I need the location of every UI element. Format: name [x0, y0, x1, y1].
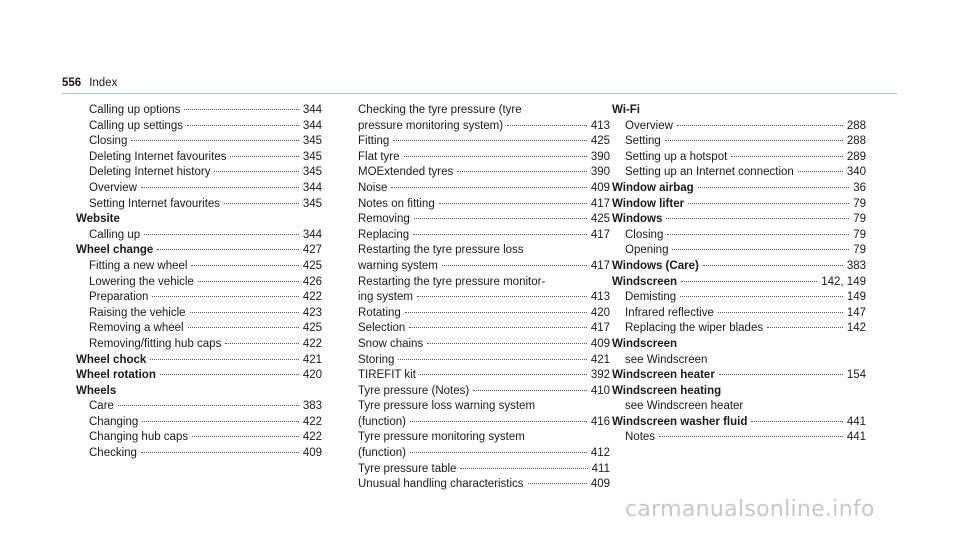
page-ref: 383 [846, 259, 866, 272]
page-ref: 416 [590, 415, 610, 428]
page-ref: 289 [846, 150, 866, 163]
page-ref: 79 [853, 228, 866, 241]
leader-dots [150, 358, 299, 360]
index-entry [612, 134, 866, 150]
entry-text: Deleting Internet favourites [89, 150, 227, 163]
entry-text: Windows [612, 213, 663, 226]
page-ref: 413 [590, 119, 610, 132]
entry-text: Windscreen washer fluid [612, 415, 748, 428]
page-header [62, 76, 117, 90]
index-entry [76, 306, 322, 322]
watermark: carmanualsonline.info [625, 497, 875, 522]
entry-text: Snow chains [358, 337, 424, 350]
page-ref: 409 [590, 337, 610, 350]
page-ref: 36 [853, 181, 866, 194]
index-heading [76, 243, 322, 259]
index-entry [358, 306, 610, 322]
entry-text: warning system [358, 259, 438, 272]
index-heading [612, 384, 866, 400]
page-ref: 421 [590, 353, 610, 366]
index-heading [612, 415, 866, 431]
index-entry [612, 399, 866, 415]
index-entry [358, 477, 610, 493]
entry-text: Replacing [358, 228, 410, 241]
leader-dots [131, 139, 298, 141]
index-heading [76, 384, 322, 400]
leader-dots [751, 420, 842, 422]
page-ref: 417 [590, 322, 610, 335]
index-entry [358, 243, 610, 259]
page-ref: 420 [590, 306, 610, 319]
page-ref: 345 [302, 197, 322, 210]
page-ref: 425 [302, 322, 322, 335]
page-ref: 392 [590, 369, 610, 382]
page-ref: 425 [302, 259, 322, 272]
page-ref: 383 [302, 400, 322, 413]
entry-text: Demisting [625, 291, 677, 304]
entry-text: Checking [89, 447, 137, 460]
index-entry [612, 353, 866, 369]
page-ref: 288 [846, 135, 866, 148]
page-ref: 422 [302, 337, 322, 350]
entry-text: Notes on fitting [358, 197, 435, 210]
index-entry [76, 415, 322, 431]
index-entry [76, 119, 322, 135]
entry-text: Closing [625, 228, 664, 241]
index-heading [76, 212, 322, 228]
leader-dots [410, 420, 587, 422]
index-entry [76, 290, 322, 306]
page-ref: 421 [302, 353, 322, 366]
index-entry [358, 462, 610, 478]
entry-text: Setting [625, 135, 661, 148]
index-heading [612, 181, 866, 197]
index-entry [358, 430, 610, 446]
index-entry [358, 119, 610, 135]
entry-text: Wheels [76, 384, 117, 397]
entry-text: Checking the tyre pressure (tyre [358, 104, 522, 116]
page-ref: 413 [590, 291, 610, 304]
entry-text: Wheel change [76, 244, 154, 257]
entry-text: Selection [358, 322, 406, 335]
entry-text: Website [76, 213, 120, 226]
leader-dots [230, 155, 298, 157]
leader-dots [427, 342, 587, 344]
entry-text: Care [89, 400, 114, 413]
entry-text: Wheel chock [76, 353, 147, 366]
index-entry [76, 321, 322, 337]
page-ref: 79 [853, 197, 866, 210]
index-entry [358, 415, 610, 431]
entry-text: Fitting [358, 135, 390, 148]
leader-dots [141, 451, 299, 453]
page-ref: 344 [302, 181, 322, 194]
page-ref: 79 [853, 213, 866, 226]
index-heading [612, 197, 866, 213]
leader-dots [118, 404, 299, 406]
index-entry [612, 306, 866, 322]
index-entry [612, 228, 866, 244]
entry-text: Rotating [358, 306, 401, 319]
index-entry [358, 368, 610, 384]
entry-text: Flat tyre [358, 150, 400, 163]
index-entry [358, 337, 610, 353]
page-ref: 417 [590, 197, 610, 210]
entry-text: Overview [89, 181, 137, 194]
leader-dots [142, 420, 299, 422]
leader-dots [677, 124, 843, 126]
page-ref: 390 [590, 166, 610, 179]
entry-text: Noise [358, 181, 388, 194]
page-ref: 422 [302, 291, 322, 304]
entry-text: Windscreen [612, 337, 678, 350]
page-ref: 409 [590, 181, 610, 194]
leader-dots [404, 155, 587, 157]
page-ref: 422 [302, 431, 322, 444]
leader-dots [417, 295, 587, 297]
page-ref: 390 [590, 150, 610, 163]
index-entry [612, 165, 866, 181]
entry-text: (function) [358, 415, 406, 428]
entry-text: Tyre pressure loss warning system [358, 400, 536, 413]
leader-dots [184, 108, 298, 110]
index-entry [76, 103, 322, 119]
leader-dots [409, 326, 587, 328]
entry-text: Calling up [89, 228, 141, 241]
index-heading [612, 212, 866, 228]
index-entry [612, 119, 866, 135]
leader-dots [420, 373, 587, 375]
leader-dots [681, 280, 817, 282]
index-column-1 [76, 103, 322, 462]
index-entry [358, 134, 610, 150]
leader-dots [391, 186, 586, 188]
leader-dots [666, 217, 849, 219]
page-ref: 427 [302, 244, 322, 257]
index-entry [76, 337, 322, 353]
leader-dots [703, 264, 843, 266]
page-ref: 441 [846, 431, 866, 444]
leader-dots [413, 233, 587, 235]
leader-dots [698, 186, 850, 188]
leader-dots [719, 373, 843, 375]
index-entry [358, 259, 610, 275]
index-entry [76, 275, 322, 291]
entry-text: Removing/fitting hub caps [89, 337, 222, 350]
entry-text: see Windscreen heater [625, 400, 744, 413]
leader-dots [393, 139, 586, 141]
leader-dots [460, 467, 587, 469]
index-entry [358, 353, 610, 369]
leader-dots [157, 248, 298, 250]
page-ref: 425 [590, 213, 610, 226]
leader-dots [798, 170, 843, 172]
entry-text: Restarting the tyre pressure loss [358, 244, 524, 257]
entry-text: Tyre pressure table [358, 462, 457, 475]
index-entry [76, 197, 322, 213]
entry-text: Notes [625, 431, 656, 444]
header-divider [62, 93, 897, 94]
entry-text: Window airbag [612, 181, 694, 194]
index-heading [76, 368, 322, 384]
index-entry [358, 165, 610, 181]
index-entry [76, 446, 322, 462]
entry-text: Windows (Care) [612, 259, 699, 272]
entry-text: (function) [358, 447, 406, 460]
entry-text: Wi-Fi [612, 104, 640, 116]
page-ref: 149 [846, 291, 866, 304]
leader-dots [688, 202, 849, 204]
page-ref: 426 [302, 275, 322, 288]
entry-text: Windscreen [612, 275, 678, 288]
index-heading [612, 259, 866, 275]
entry-text: Infrared reflective [625, 306, 714, 319]
leader-dots [405, 311, 587, 313]
leader-dots [442, 264, 587, 266]
index-entry [358, 197, 610, 213]
leader-dots [528, 482, 587, 484]
entry-text: Setting up an Internet connection [625, 166, 794, 179]
leader-dots [439, 202, 587, 204]
index-entry [358, 321, 610, 337]
leader-dots [410, 451, 587, 453]
page-ref: 344 [302, 119, 322, 132]
entry-text: Fitting a new wheel [89, 259, 188, 272]
leader-dots [767, 326, 843, 328]
index-entry [358, 399, 610, 415]
entry-text: Removing a wheel [89, 322, 184, 335]
leader-dots [473, 389, 587, 391]
entry-text: Restarting the tyre pressure monitor- [358, 275, 546, 288]
page-ref: 417 [590, 259, 610, 272]
entry-text: Replacing the wiper blades [625, 322, 764, 335]
entry-text: Opening [625, 244, 669, 257]
page-ref: 412 [590, 447, 610, 460]
leader-dots [398, 358, 586, 360]
page-ref: 344 [302, 228, 322, 241]
page-ref: 425 [590, 135, 610, 148]
index-entry [76, 181, 322, 197]
entry-text: Tyre pressure (Notes) [358, 384, 470, 397]
index-heading [612, 275, 866, 291]
page-ref: 147 [846, 306, 866, 319]
entry-text: MOExtended tyres [358, 166, 454, 179]
index-entry [612, 430, 866, 446]
page-ref: 344 [302, 104, 322, 116]
index-entry [612, 243, 866, 259]
entry-text: Removing [358, 213, 410, 226]
index-entry [358, 150, 610, 166]
entry-text: Setting up a hotspot [625, 150, 728, 163]
index-entry [358, 181, 610, 197]
index-entry [358, 275, 610, 291]
page-ref: 345 [302, 150, 322, 163]
index-entry [76, 228, 322, 244]
leader-dots [188, 326, 299, 328]
entry-text: Calling up options [89, 104, 181, 116]
leader-dots [192, 435, 299, 437]
index-entry [358, 228, 610, 244]
page-ref: 411 [591, 462, 610, 475]
leader-dots [414, 217, 587, 219]
index-entry [358, 212, 610, 228]
index-entry [612, 290, 866, 306]
leader-dots [667, 233, 849, 235]
page-ref: 142, 149 [821, 275, 866, 288]
leader-dots [198, 280, 299, 282]
entry-text: Lowering the vehicle [89, 275, 194, 288]
entry-text: Closing [89, 135, 128, 148]
entry-text: ing system [358, 291, 413, 304]
leader-dots [160, 373, 299, 375]
page-ref: 417 [590, 228, 610, 241]
page-ref: 154 [846, 369, 866, 382]
index-entry [358, 446, 610, 462]
index-entry [358, 290, 610, 306]
entry-text: Preparation [89, 291, 149, 304]
page-ref: 345 [302, 166, 322, 179]
index-entry [76, 150, 322, 166]
entry-text: Changing hub caps [89, 431, 189, 444]
page-ref: 288 [846, 119, 866, 132]
leader-dots [214, 170, 298, 172]
index-heading [612, 337, 866, 353]
entry-text: Calling up settings [89, 119, 183, 132]
page-ref: 340 [846, 166, 866, 179]
page-ref: 345 [302, 135, 322, 148]
entry-text: Setting Internet favourites [89, 197, 221, 210]
leader-dots [141, 186, 299, 188]
entry-text: see Windscreen [625, 353, 708, 366]
index-entry [76, 399, 322, 415]
index-column-2 [358, 103, 610, 493]
index-entry [76, 165, 322, 181]
leader-dots [659, 435, 843, 437]
entry-text: Unusual handling characteristics [358, 478, 524, 491]
page-ref: 441 [846, 415, 866, 428]
leader-dots [225, 342, 298, 344]
leader-dots [731, 155, 843, 157]
entry-text: Wheel rotation [76, 369, 156, 382]
entry-text: pressure monitoring system) [358, 119, 504, 132]
leader-dots [665, 139, 843, 141]
index-heading [612, 103, 866, 119]
index-entry [76, 430, 322, 446]
index-entry [76, 259, 322, 275]
page-title: Index [89, 77, 118, 89]
page-ref: 410 [590, 384, 610, 397]
page-ref: 423 [302, 306, 322, 319]
leader-dots [457, 170, 587, 172]
leader-dots [718, 311, 843, 313]
index-entry [358, 384, 610, 400]
leader-dots [187, 124, 299, 126]
leader-dots [190, 311, 299, 313]
index-entry [76, 134, 322, 150]
leader-dots [507, 124, 587, 126]
entry-text: Overview [625, 119, 673, 132]
leader-dots [191, 264, 298, 266]
page-ref: 142 [846, 322, 866, 335]
entry-text: Windscreen heater [612, 369, 715, 382]
index-entry [612, 321, 866, 337]
entry-text: Window lifter [612, 197, 685, 210]
index-heading [612, 368, 866, 384]
entry-text: Windscreen heating [612, 384, 722, 397]
page-ref: 409 [302, 447, 322, 460]
entry-text: Tyre pressure monitoring system [358, 431, 525, 444]
leader-dots [152, 295, 298, 297]
page-ref: 420 [302, 369, 322, 382]
page-number: 556 [62, 77, 82, 89]
page-ref: 409 [590, 478, 610, 491]
entry-text: Raising the vehicle [89, 306, 186, 319]
index-entry [358, 103, 610, 119]
index-column-3 [612, 103, 866, 446]
leader-dots [144, 233, 299, 235]
page-ref: 79 [853, 244, 866, 257]
leader-dots [224, 202, 299, 204]
index-heading [76, 353, 322, 369]
entry-text: Changing [89, 415, 139, 428]
entry-text: Storing [358, 353, 395, 366]
index-entry [612, 150, 866, 166]
entry-text: Deleting Internet history [89, 166, 211, 179]
page-ref: 422 [302, 415, 322, 428]
leader-dots [672, 248, 849, 250]
leader-dots [680, 295, 843, 297]
entry-text: TIREFIT kit [358, 369, 416, 382]
